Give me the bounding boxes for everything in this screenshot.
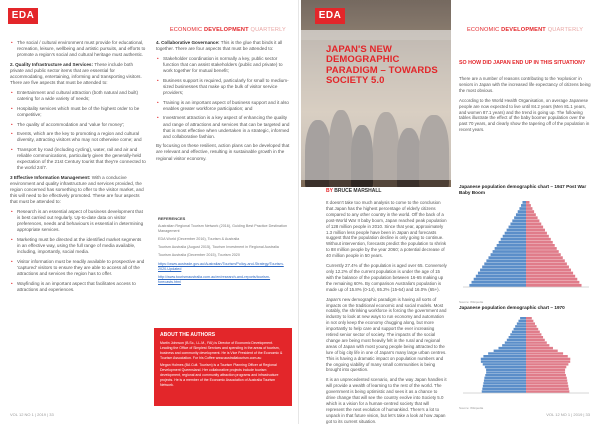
byline: [326, 188, 381, 194]
reference-item: EDA World (December 2016), Tourism & Australia: [158, 237, 240, 242]
female-bar: [526, 368, 565, 370]
male-bar: [512, 330, 526, 332]
female-bar: [526, 346, 553, 348]
male-bar: [486, 368, 526, 370]
female-bar: [526, 284, 582, 287]
male-bar: [483, 382, 526, 384]
male-bar: [482, 390, 526, 392]
section-4-text: This is the glue that binds it all together. There are four aspects that must be attended to:: [156, 40, 283, 52]
male-bar: [491, 253, 526, 256]
male-bar: [507, 229, 526, 232]
sidebar-paragraph: According to the World Health Organisation, on average Japanese people are now expected to live until 84.2 years (Men 81.1 years, and women 87.1 years) and the trend is going up. The following tables illustrate the effect of the baby boomer population over the past 70 years, and clearly show the tapering off of the population in recent years.: [459, 97, 590, 133]
page-footer: VOL 12 NO 1 | 2019 | 33: [10, 412, 54, 417]
list-item: • Stakeholder coordination is normally a key, public sector function that can assist stakeholders (public and private) to work together for mutual benefit;: [156, 56, 290, 74]
female-bar: [526, 379, 567, 381]
female-bar: [526, 207, 532, 210]
male-bar: [501, 238, 526, 241]
article-body: [326, 200, 448, 424]
female-bar: [526, 266, 569, 269]
reference-link[interactable]: https://www.austrade.gov.au/Australian/Tourism/Policy-and-Strategy/Tourism-2020-Updated: [158, 261, 284, 271]
list-item: • Training is an important aspect of business support and it also enables greater workforce participation; and: [156, 100, 290, 112]
list-item: • Events, which are the key to promoting a region and cultural diversity, attracting visitors who may not otherwise come; and: [10, 131, 146, 143]
chart-source: Source: Wikipedia: [459, 405, 484, 410]
byline-prefix: BY: [326, 188, 333, 194]
female-bar: [526, 226, 543, 229]
male-bar: [510, 333, 526, 335]
male-bar: [517, 322, 526, 324]
female-bar: [526, 204, 531, 207]
female-bar: [526, 349, 558, 351]
section-2-bullets: [10, 90, 146, 171]
male-bar: [483, 363, 526, 365]
population-pyramid-1947: [459, 195, 593, 295]
male-bar: [481, 357, 526, 359]
male-bar: [484, 379, 526, 381]
reference-item: Tourism Australia (August 2015), Tourism Investment in Regional Australia: [158, 245, 279, 250]
male-bar: [488, 256, 526, 259]
header-prefix: ECONOMIC: [169, 27, 203, 33]
male-bar: [512, 220, 526, 223]
list-item: • Entertainment and cultural attraction (both natural and built) catering for a wide variety of needs;: [10, 90, 146, 102]
male-bar: [484, 376, 526, 378]
male-bar: [514, 217, 526, 220]
male-bar: [480, 269, 526, 272]
header-suffix: QUARTERLY: [250, 27, 286, 33]
male-bar: [482, 266, 526, 269]
body-paragraph: Japan's new demographic paradigm is having all sorts of impacts on the traditional economic and social models. Most notably, the shrinking workforce is forcing the government and industry to look at new ways to run economy and automation in not only keep the economy chugging along, but more importantly to help care and support the ever increasing retired senior sector of society. The impacts of the social change are being most heavily felt in the rural and regional areas of Japan with most young people being attracted to the lure of big city life in one of Japan's many large urban centres. This is having a dramatic impact on population numbers and the ongoing viability of many small communities is being brought into question.: [326, 296, 447, 373]
female-bar: [526, 390, 569, 392]
sidebar-text: [459, 76, 591, 137]
list-item: • The quality of accommodation and 'value for money';: [10, 122, 146, 128]
references-heading: REFERENCES: [158, 216, 186, 221]
page-footer: VOL 12 NO 1 | 2019 | 33: [546, 412, 590, 417]
female-bar: [526, 201, 529, 204]
female-bar: [526, 247, 557, 250]
article-title: JAPAN'S NEW DEMOGRAPHIC PARADIGM – TOWARDS SOCIETY 5.0: [326, 44, 438, 87]
male-bar: [485, 374, 526, 376]
male-bar: [483, 384, 526, 386]
male-bar: [486, 371, 526, 373]
female-bar: [526, 355, 568, 357]
female-bar: [526, 341, 547, 343]
population-pyramid-1970: [459, 311, 593, 401]
female-bar: [526, 327, 538, 329]
female-bar: [526, 387, 569, 389]
female-bar: [526, 278, 577, 281]
section-4-bullets: [156, 56, 290, 140]
male-bar: [516, 213, 526, 216]
female-bar: [526, 365, 566, 367]
male-bar: [520, 317, 526, 319]
male-bar: [485, 365, 526, 367]
female-bar: [526, 253, 561, 256]
section-3-heading: 3 Effective Information Management:: [10, 174, 91, 180]
body-paragraph: Currently 27.4% of the population is aged over 65. Conversely only 12.2% of the current population is under the age of 15 with the balance of the population between 16-65 making up the remaining 60%. By comparison Australia's population is made up of 15.8% (0-14), 65.2% (15-64) and 16.0% (65+).: [326, 263, 447, 292]
male-bar: [503, 235, 526, 238]
chart-1947: [459, 184, 593, 305]
male-bar: [478, 272, 526, 275]
female-bar: [526, 223, 541, 226]
male-bar: [481, 360, 526, 362]
female-bar: [526, 336, 543, 338]
about-authors-box: [154, 328, 292, 406]
female-bar: [526, 217, 538, 220]
header-bold: DEVELOPMENT: [501, 27, 546, 33]
male-bar: [510, 223, 526, 226]
list-item: • Business support is required, particularly for small to medium-sized businesses that make up the bulk of visitor service providers;: [156, 78, 290, 96]
eda-logo: EDA: [8, 8, 38, 24]
list-item: • Wayfinding is an important aspect that facilitates access to attractions and experiences.: [10, 281, 146, 293]
publication-header: [467, 27, 583, 33]
female-bar: [526, 325, 537, 327]
male-bar: [476, 275, 526, 278]
female-bar: [526, 275, 575, 278]
author-bio: Megan Holmes (BA Cult. Tourism) is a Tourism Planning Officer at Regional Development Queensland. Her collaborative projects include tourism development, regional and community attraction programs and infrastructure projects. He is a member of the Economic Association of Australia Tourism Network.: [160, 363, 279, 387]
male-bar: [472, 281, 526, 284]
male-bar: [522, 201, 526, 204]
female-bar: [526, 281, 579, 284]
male-bar: [486, 260, 526, 263]
section-3-bullets: [10, 209, 146, 293]
male-bar: [518, 210, 526, 213]
male-bar: [498, 346, 526, 348]
section-4-heading: 4. Collaborative Governance:: [156, 40, 220, 45]
male-bar: [515, 325, 526, 327]
female-bar: [526, 374, 566, 376]
female-bar: [526, 213, 536, 216]
female-bar: [526, 384, 568, 386]
chart-title: Japanese population demographic chart – 1947 Post War Baby Boom: [459, 184, 587, 195]
header-bold: DEVELOPMENT: [203, 27, 249, 33]
female-bar: [526, 330, 540, 332]
female-bar: [526, 269, 571, 272]
male-bar: [505, 232, 526, 235]
female-bar: [526, 272, 573, 275]
sidebar-heading: SO HOW DID JAPAN END UP IN THIS SITUATION?: [459, 60, 586, 66]
closing-paragraph: By focusing on these resilient, action plans can be developed that are relevant and effective, resulting in sustainable growth in the regional visitor economy.: [156, 143, 290, 161]
male-bar: [514, 327, 526, 329]
female-bar: [526, 357, 570, 359]
female-bar: [526, 363, 568, 365]
reference-link[interactable]: http://www.tourismaustralia.com.au/en/research-and-reports/tourism-forecasts.html: [158, 274, 271, 284]
female-bar: [526, 250, 559, 253]
male-bar: [493, 250, 526, 253]
author-name: BRUCE MARSHALL: [334, 188, 382, 194]
female-bar: [526, 241, 553, 244]
male-bar: [499, 241, 526, 244]
eda-logo: EDA: [315, 8, 345, 24]
female-bar: [526, 260, 565, 263]
female-bar: [526, 256, 563, 259]
reference-item: Tourism Australia (December 2015), Tourism 2020: [158, 253, 240, 258]
tokyo-crowd-photo: [301, 0, 451, 187]
header-suffix: QUARTERLY: [547, 27, 584, 33]
female-bar: [526, 344, 549, 346]
female-bar: [526, 352, 563, 354]
male-bar: [509, 336, 526, 338]
male-bar: [484, 263, 526, 266]
female-bar: [526, 229, 545, 232]
female-bar: [526, 371, 565, 373]
section-2-text: These include both private and public sector items that are essential for accommodating, entertaining, informing and transporting visitors. There are five aspects that must be attended to:: [10, 61, 142, 86]
male-bar: [509, 226, 526, 229]
female-bar: [526, 322, 535, 324]
male-bar: [494, 349, 526, 351]
male-bar: [483, 355, 526, 357]
female-bar: [526, 338, 545, 340]
male-bar: [507, 338, 526, 340]
chart-1970: [459, 305, 593, 409]
section-2-heading: 2. Quality Infrastructure and Services:: [10, 61, 93, 67]
female-bar: [526, 317, 532, 319]
male-bar: [495, 247, 526, 250]
sidebar-paragraph: There are a number of reasons contributing to the 'explosion' in seniors in Japan with the increased life expectancy of citizens being the most obvious.: [459, 76, 591, 93]
male-bar: [497, 244, 526, 247]
female-bar: [526, 319, 533, 321]
female-bar: [526, 235, 549, 238]
female-bar: [526, 210, 534, 213]
section-3-text: With a conducive environment and quality infrastructure and services provided, the region concerned has something to offer to the visitor market, and this will need to be effectively promoted. These are four aspects that must be attended to:: [10, 174, 144, 205]
female-bar: [526, 244, 555, 247]
left-column-2: [156, 40, 290, 166]
male-bar: [505, 341, 526, 343]
female-bar: [526, 360, 570, 362]
right-page: [301, 0, 600, 424]
female-bar: [526, 333, 541, 335]
left-page: [0, 0, 299, 424]
body-paragraph: It doesn't take too much analysis to come to the conclusion that Japan has the highest percentage of elderly citizens compared to any other country in the world. Off the back of a post-World War II baby boom, Japan reached peak population of 128 million people in 2010. Since that year, approximately 1.3 million less people have been in Japan and forecasts suggest that the population decline is only going to continue. Without intervention, forecasts predict the population to shrink to 88 million people by the year 2060; a potential decrease of 40 million people in 50 years.: [326, 200, 447, 259]
left-column-1: [10, 40, 146, 296]
female-bar: [526, 238, 551, 241]
list-item: • Transport by road (including cycling), water, rail and air and reliable communications, particularly given the generally-held expectation of the 21st Century tourist that they're connected to the world 24/7.: [10, 147, 146, 171]
list-item: • Investment attraction is a key aspect of enhancing the quality and range of attractions and services that can be targeted and that is most effective when undertaken in a strategic, informed and collaborative fashion.: [156, 115, 290, 139]
female-bar: [526, 376, 567, 378]
article-title-block: [326, 45, 446, 87]
male-bar: [502, 344, 526, 346]
female-bar: [526, 232, 547, 235]
chart-title: Japanese population demographic chart – 1970: [459, 305, 565, 310]
female-bar: [526, 382, 568, 384]
references: [158, 216, 290, 288]
list-item: • Marketing must be directed at the identified market segments in an effective way, using the full range of media available, including, importantly, social media.: [10, 237, 146, 255]
male-bar: [488, 352, 526, 354]
reference-item: Australian Regional Tourism Network (2016), Guiding Best Practice Destination Management: [158, 224, 288, 234]
author-bio: Martin Johnson (B.Sc., LL.M., FAI) is Director of Economic Development. Leading the Office of Simplest Services and spending in the areas of tourism, business and community development. He is Vice President of the Economic & Tourism Association. For his Coffee www.australiatourism.com.au: [160, 341, 283, 360]
male-bar: [469, 284, 526, 287]
chart-source: Source: Wikipedia: [459, 300, 484, 305]
header-prefix: ECONOMIC: [467, 27, 500, 33]
male-bar: [518, 319, 526, 321]
male-bar: [482, 387, 526, 389]
list-item: • Research is an essential aspect of business development that is best carried out regularly. Up-to-date data on visitor preferences, needs and behaviours is essential in determining appropriate services.: [10, 209, 146, 233]
male-bar: [474, 278, 526, 281]
list-item: • Visitor information must be readily available to prospective and 'captured' visitors to ensure they are able to access all of the attractions and services the region has to offer.: [10, 259, 146, 277]
publication-header: [170, 27, 286, 33]
male-bar: [521, 204, 526, 207]
body-paragraph: It is an unprecedented scenario, and the way Japan handles it will provide a wealth of learning to the rest of the world. The government is being optimistic and sees it as a chance to drive change that will see the country evolve into Society 5.0 which is a vision for a human-centred society that will represent the next evolution of humankind. There's a lot to unpack in that future vision, but let's take a look at how Japan got to its current situation.: [326, 377, 447, 424]
female-bar: [526, 263, 567, 266]
authors-heading: ABOUT THE AUTHORS: [160, 332, 216, 338]
male-bar: [519, 207, 526, 210]
female-bar: [526, 220, 539, 223]
social-cultural-bullet: • The social / cultural environment must provide for educational, recreation, leisure, wellbeing and artistic pursuits, and efforts to promote a region's social and cultural heritage must authentic.: [10, 40, 146, 58]
list-item: • Hospitality services which must be of the highest order to be competitive;: [10, 106, 146, 118]
